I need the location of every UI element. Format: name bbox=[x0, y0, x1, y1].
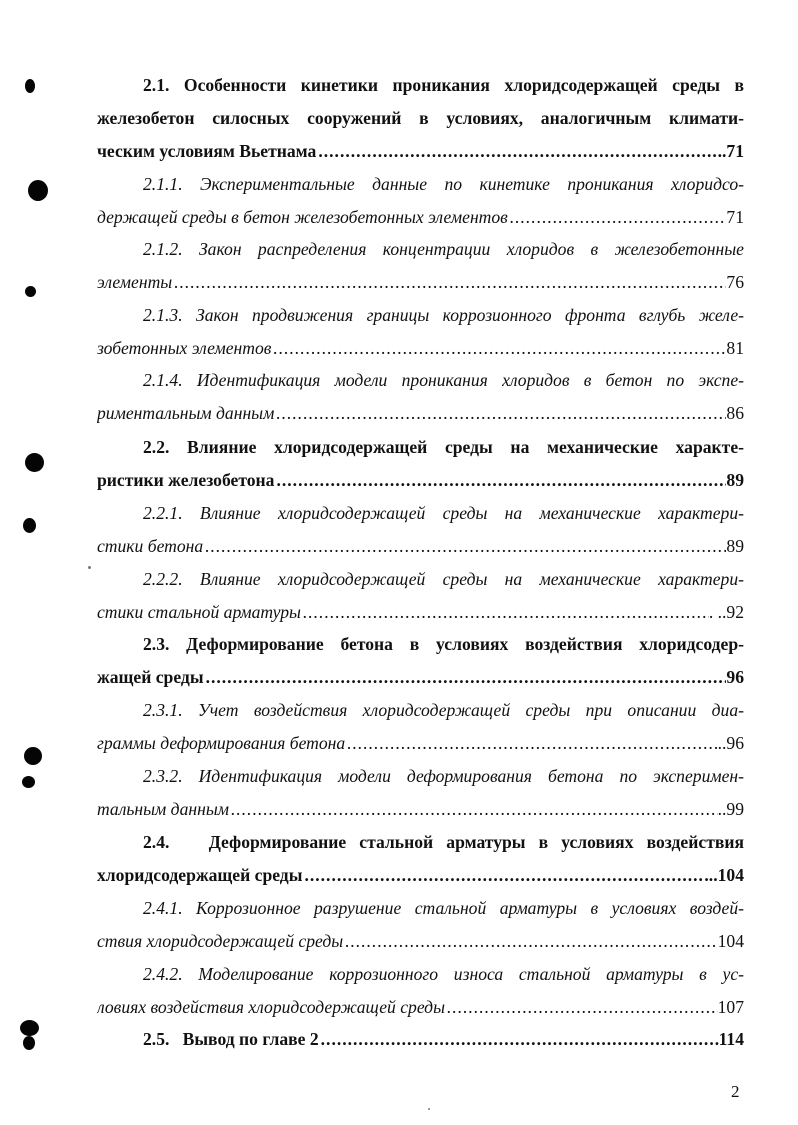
toc-entry-last-line bbox=[97, 727, 744, 760]
dot-leader bbox=[203, 530, 726, 563]
toc-page-number: ...104 bbox=[704, 865, 744, 885]
toc-entry-line: ствия хлоридсодержащей среды bbox=[97, 931, 344, 951]
toc-page-number: 89 bbox=[726, 470, 744, 490]
toc-entry-line: 2.4. Деформирование стальной арматуры в условиях воздействия bbox=[143, 832, 744, 852]
dot-leader bbox=[319, 1023, 719, 1056]
toc-entry-line: 2.3. Деформирование бетона в условиях воздействия хлоридсодер- bbox=[143, 634, 744, 654]
toc-page-number: ..96 bbox=[717, 733, 744, 753]
toc-entry-line: жащей среды bbox=[97, 667, 204, 687]
dot-leader bbox=[343, 925, 717, 958]
toc-entry-2-3-2 bbox=[97, 760, 744, 826]
dot-leader bbox=[229, 793, 718, 826]
toc-entry-last-line bbox=[97, 201, 744, 234]
toc-entry-line: 2.1.1. Экспериментальные данные по кинетике проникания хлоридсо- bbox=[143, 174, 744, 194]
toc-entry-line: ловиях воздействия хлоридсодержащей среды bbox=[97, 997, 446, 1017]
toc-entry-2-1-3 bbox=[97, 299, 744, 365]
punch-hole-mark bbox=[28, 180, 48, 201]
toc-entry-last-line bbox=[97, 661, 744, 694]
toc-entry-last-line bbox=[97, 266, 744, 299]
toc-entry-line: 2.2. Влияние хлоридсодержащей среды на механические характе- bbox=[143, 437, 744, 457]
toc-entry-2-1-1 bbox=[97, 168, 744, 234]
punch-hole-mark bbox=[23, 518, 36, 533]
toc-entry-last-line bbox=[97, 464, 744, 497]
toc-entry-last-line bbox=[97, 859, 744, 892]
toc-entry-line: 2.3.2. Идентификация модели деформирования бетона по эксперимен- bbox=[143, 766, 744, 786]
toc-entry-2-2 bbox=[97, 431, 744, 497]
toc-entry-line: 2.4.1. Коррозионное разрушение стальной арматуры в условиях воздей- bbox=[143, 898, 744, 918]
toc-entry-last-line bbox=[97, 530, 744, 563]
scan-speck bbox=[88, 566, 91, 569]
page-number: 2 bbox=[731, 1082, 740, 1101]
toc-entry-last-line bbox=[97, 596, 744, 629]
punch-hole-mark bbox=[22, 776, 35, 788]
toc-entry-2-2-1 bbox=[97, 497, 744, 563]
toc-entry-line: 2.5. Вывод по главе 2 bbox=[143, 1029, 319, 1049]
punch-hole-mark bbox=[20, 1020, 39, 1036]
toc-entry-line: 2.3.1. Учет воздействия хлоридсодержащей среды при описании диа- bbox=[143, 700, 744, 720]
toc-entry-line: железобетон силосных сооружений в условиях, аналогичным климати- bbox=[97, 108, 744, 128]
toc-entry-line: риментальным данным bbox=[97, 403, 275, 423]
toc-page-number: 96 bbox=[726, 667, 744, 687]
toc-entry-line: 2.1. Особенности кинетики проникания хлоридсодержащей среды в bbox=[143, 75, 744, 95]
toc-page-number: 107 bbox=[717, 997, 744, 1017]
toc-page-number: 89 bbox=[726, 536, 744, 556]
toc-entry-line: хлоридсодержащей среды bbox=[97, 865, 303, 885]
toc-entry-line: стики бетона bbox=[97, 536, 204, 556]
toc-page-number: 86 bbox=[726, 403, 744, 423]
toc-entry-last-line bbox=[97, 793, 744, 826]
dot-leader bbox=[274, 397, 726, 430]
toc-entry-line: 2.1.2. Закон распределения концентрации хлоридов в железобетонные bbox=[143, 239, 744, 259]
punch-hole-mark bbox=[24, 747, 42, 765]
toc-entry-last-line bbox=[97, 925, 744, 958]
toc-entry-last-line bbox=[97, 397, 744, 430]
toc-entry-2-3-1 bbox=[97, 694, 744, 760]
punch-hole-mark bbox=[25, 79, 35, 93]
punch-hole-mark bbox=[23, 1036, 35, 1050]
toc-entry-line: 2.2.2. Влияние хлоридсодержащей среды на механические характери- bbox=[143, 569, 744, 589]
toc-entry-line: стики стальной арматуры bbox=[97, 602, 301, 622]
toc-entry-2-3 bbox=[97, 628, 744, 694]
toc-page-number: . ..92 bbox=[708, 602, 744, 622]
dot-leader bbox=[302, 859, 704, 892]
dot-leader bbox=[316, 135, 717, 168]
dot-leader bbox=[445, 991, 718, 1024]
toc-entry-2-4-1 bbox=[97, 892, 744, 958]
toc-entry-last-line bbox=[97, 1023, 744, 1056]
toc-entry-line: 2.1.3. Закон продвижения границы коррозионного фронта вглубь желе- bbox=[143, 305, 744, 325]
toc-entry-line: 2.2.1. Влияние хлоридсодержащей среды на механические характери- bbox=[143, 503, 744, 523]
toc-page-number: 76 bbox=[726, 272, 744, 292]
toc-entry-last-line bbox=[97, 991, 744, 1024]
toc-entry-last-line bbox=[97, 332, 744, 365]
toc-entry-last-line bbox=[97, 135, 744, 168]
toc-entry-2-4-2 bbox=[97, 958, 744, 1024]
toc-entry-2-5 bbox=[97, 1023, 744, 1056]
toc-page-number: ..71 bbox=[717, 141, 744, 161]
dot-leader bbox=[204, 661, 727, 694]
toc-entry-2-4 bbox=[97, 826, 744, 892]
dot-leader bbox=[271, 332, 726, 365]
dot-leader bbox=[508, 201, 727, 234]
toc-entry-line: зобетонных элементов bbox=[97, 338, 272, 358]
dot-leader bbox=[274, 464, 726, 497]
dot-leader bbox=[301, 596, 709, 629]
toc-entry-line: 2.4.2. Моделирование коррозионного износа стальной арматуры в ус- bbox=[143, 964, 744, 984]
dot-leader bbox=[172, 266, 726, 299]
toc-entry-line: элементы bbox=[97, 272, 173, 292]
punch-hole-mark bbox=[25, 453, 44, 472]
toc-page-number: 81 bbox=[726, 338, 744, 358]
toc-page-number: 114 bbox=[718, 1029, 744, 1049]
toc-entry-2-1-4 bbox=[97, 364, 744, 430]
toc-entry-line: 2.1.4. Идентификация модели проникания хлоридов в бетон по экспе- bbox=[143, 370, 744, 390]
toc-entry-line: граммы деформирования бетона bbox=[97, 733, 346, 753]
toc-entry-2-1 bbox=[97, 69, 744, 168]
dot-leader bbox=[345, 727, 717, 760]
toc-entry-line: тальным данным bbox=[97, 799, 229, 819]
toc-entry-2-2-2 bbox=[97, 563, 744, 629]
toc-entry-2-1-2 bbox=[97, 233, 744, 299]
toc-entry-line: ческим условиям Вьетнама bbox=[97, 141, 317, 161]
scan-speck bbox=[428, 1108, 430, 1110]
toc-page-number: ..99 bbox=[717, 799, 744, 819]
toc-entry-line: ристики железобетона bbox=[97, 470, 275, 490]
toc-entry-line: держащей среды в бетон железобетонных элементов bbox=[97, 207, 508, 227]
toc-page-number: 71 bbox=[726, 207, 744, 227]
toc-page-number: 104 bbox=[717, 931, 744, 951]
punch-hole-mark bbox=[25, 286, 36, 297]
